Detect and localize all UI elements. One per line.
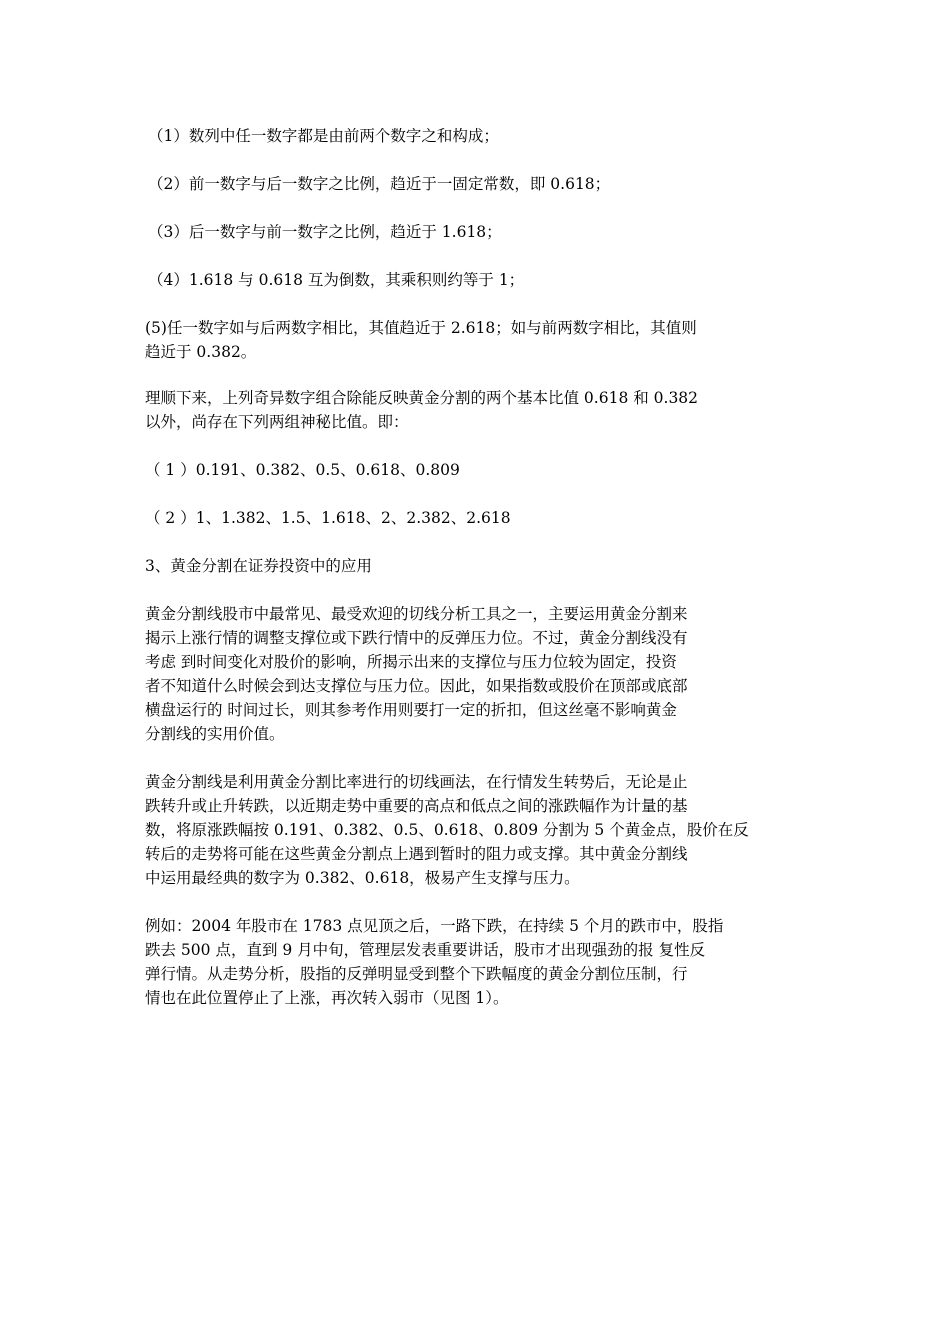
paragraph-golden-line-intro	[145, 602, 810, 746]
paragraph-example	[145, 914, 810, 1010]
list-item-3: （3）后一数字与前一数字之比例，趋近于 1.618；	[148, 223, 502, 241]
list-item-4: （4）1.618 与 0.618 互为倒数，其乘积则约等于 1；	[148, 271, 525, 289]
paragraph-line: 分割线的实用价值。	[145, 725, 285, 743]
paragraph-line: 中运用最经典的数字为 0.382、0.618，极易产生支撑与压力。	[145, 869, 580, 887]
paragraph-line: 黄金分割线股市中最常见、最受欢迎的切线分析工具之一，主要运用黄金分割来	[145, 605, 688, 623]
paragraph-line: 跌去 500 点，直到 9 月中旬，管理层发表重要讲话，股市才出现强劲的报 复性反	[145, 941, 706, 959]
document-body	[145, 124, 810, 1010]
paragraph-line: 数，将原涨跌幅按 0.191、0.382、0.5、0.618、0.809 分割为 5 个黄金点，股价在反	[145, 821, 749, 839]
list-item-5	[145, 316, 810, 364]
summary-paragraph	[145, 386, 810, 434]
paragraph-line: 黄金分割线是利用黄金分割比率进行的切线画法，在行情发生转势后，无论是止	[145, 773, 688, 791]
list-item-1: （1）数列中任一数字都是由前两个数字之和构成；	[148, 127, 499, 145]
ratio-group-1: （ 1 ）0.191、0.382、0.5、0.618、0.809	[145, 461, 460, 479]
paragraph-golden-line-method	[145, 770, 810, 890]
paragraph-line: 情也在此位置停止了上涨，再次转入弱市（见图 1）。	[145, 989, 509, 1007]
paragraph-line: 揭示上涨行情的调整支撑位或下跌行情中的反弹压力位。不过，黄金分割线没有	[145, 629, 688, 647]
paragraph-line: 者不知道什么时候会到达支撑位与压力位。因此，如果指数或股价在顶部或底部	[145, 677, 688, 695]
paragraph-line: 转后的走势将可能在这些黄金分割点上遇到暂时的阻力或支撑。其中黄金分割线	[145, 845, 688, 863]
ratio-group-2: （ 2 ）1、1.382、1.5、1.618、2、2.382、2.618	[145, 509, 511, 527]
list-item-2: （2）前一数字与后一数字之比例，趋近于一固定常数，即 0.618；	[148, 175, 611, 193]
paragraph-line: 横盘运行的 时间过长，则其参考作用则要打一定的折扣，但这丝毫不影响黄金	[145, 701, 677, 719]
paragraph-line: 趋近于 0.382。	[145, 343, 257, 361]
section-heading: 3、黄金分割在证券投资中的应用	[145, 557, 372, 575]
paragraph-line: 跌转升或止升转跌，以近期走势中重要的高点和低点之间的涨跌幅作为计量的基	[145, 797, 688, 815]
paragraph-line: 理顺下来，上列奇异数字组合除能反映黄金分割的两个基本比值 0.618 和 0.382	[145, 389, 699, 407]
paragraph-line: 以外，尚存在下列两组神秘比值。即：	[145, 413, 409, 431]
paragraph-line: 例如：2004 年股市在 1783 点见顶之后，一路下跌，在持续 5 个月的跌市中，股指	[145, 917, 724, 935]
paragraph-line: 考虑 到时间变化对股价的影响，所揭示出来的支撑位与压力位较为固定，投资	[145, 653, 677, 671]
paragraph-line: 弹行情。从走势分析，股指的反弹明显受到整个下跌幅度的黄金分割位压制，行	[145, 965, 688, 983]
paragraph-line: (5)任一数字如与后两数字相比，其值趋近于 2.618；如与前两数字相比，其值则	[145, 319, 697, 337]
